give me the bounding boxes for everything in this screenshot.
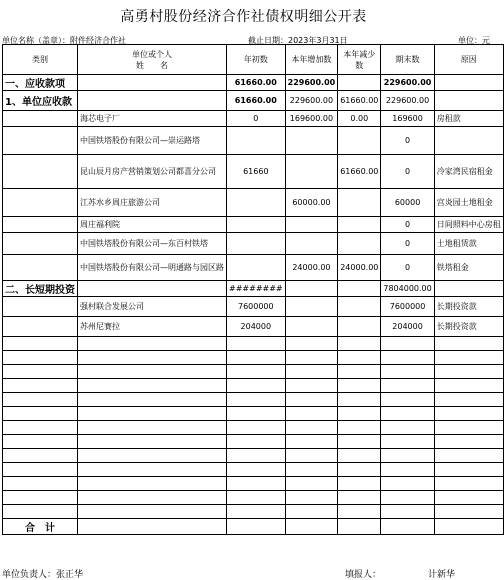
empty-cell xyxy=(434,407,503,421)
empty-cell xyxy=(227,379,286,393)
table-row xyxy=(3,155,504,189)
empty-cell xyxy=(434,379,503,393)
empty-cell xyxy=(381,351,434,365)
cell-dec xyxy=(338,189,381,217)
empty-row xyxy=(3,407,504,421)
total-cell xyxy=(338,519,381,535)
cell-end: 7804000.00 xyxy=(381,281,434,297)
empty-cell xyxy=(285,393,338,407)
empty-cell xyxy=(338,449,381,463)
empty-cell xyxy=(78,407,227,421)
empty-cell xyxy=(227,393,286,407)
cell-cat xyxy=(3,297,78,317)
cell-inc xyxy=(285,155,338,189)
empty-cell xyxy=(381,365,434,379)
empty-cell xyxy=(3,477,78,491)
empty-row xyxy=(3,337,504,351)
empty-cell xyxy=(227,365,286,379)
empty-cell xyxy=(227,351,286,365)
total-label: 合 计 xyxy=(3,519,78,535)
cell-name: 中国铁塔股份有限公司—崇运路塔 xyxy=(78,127,227,155)
table-row xyxy=(3,217,504,233)
table-row xyxy=(3,189,504,217)
header-cell: 类别 xyxy=(3,45,78,75)
cell-reason xyxy=(434,91,503,111)
empty-cell xyxy=(338,407,381,421)
empty-cell xyxy=(3,351,78,365)
empty-row xyxy=(3,491,504,505)
empty-cell xyxy=(338,351,381,365)
cell-name: 周庄福利院 xyxy=(78,217,227,233)
header-row xyxy=(3,45,504,75)
empty-cell xyxy=(3,505,78,519)
cell-end: 229600.00 xyxy=(381,91,434,111)
unit-name: 单位名称（盖章）：附件经济合作社 xyxy=(2,36,126,45)
empty-row xyxy=(3,351,504,365)
total-cell xyxy=(381,519,434,535)
empty-cell xyxy=(227,421,286,435)
empty-cell xyxy=(381,421,434,435)
cell-cat xyxy=(3,217,78,233)
total-cell xyxy=(434,519,503,535)
cell-inc: 60000.00 xyxy=(285,189,338,217)
empty-cell xyxy=(78,449,227,463)
empty-cell xyxy=(338,505,381,519)
cell-dec xyxy=(338,127,381,155)
empty-cell xyxy=(3,435,78,449)
table-row xyxy=(3,281,504,297)
cell-begin xyxy=(227,127,286,155)
cell-dec xyxy=(338,217,381,233)
cell-inc: 24000.00 xyxy=(285,255,338,281)
cell-begin xyxy=(227,255,286,281)
empty-cell xyxy=(3,421,78,435)
empty-cell xyxy=(78,379,227,393)
empty-cell xyxy=(285,337,338,351)
empty-cell xyxy=(227,463,286,477)
empty-cell xyxy=(3,379,78,393)
empty-cell xyxy=(3,463,78,477)
empty-cell xyxy=(285,491,338,505)
empty-row xyxy=(3,421,504,435)
cell-dec: 61660.00 xyxy=(338,91,381,111)
empty-cell xyxy=(3,337,78,351)
empty-cell xyxy=(381,393,434,407)
empty-cell xyxy=(338,337,381,351)
currency-unit: 单位：元 xyxy=(458,36,490,45)
cell-reason: 长期投资款 xyxy=(434,297,503,317)
empty-row xyxy=(3,365,504,379)
empty-cell xyxy=(338,463,381,477)
empty-cell xyxy=(434,463,503,477)
empty-cell xyxy=(285,463,338,477)
cell-end: 229600.00 xyxy=(381,75,434,91)
cell-cat xyxy=(3,233,78,255)
cell-dec: 24000.00 xyxy=(338,255,381,281)
cell-inc xyxy=(285,281,338,297)
empty-cell xyxy=(285,379,338,393)
cell-dec: 61660.00 xyxy=(338,155,381,189)
cell-begin xyxy=(227,233,286,255)
cell-begin xyxy=(227,217,286,233)
empty-cell xyxy=(3,365,78,379)
empty-cell xyxy=(227,407,286,421)
cell-reason xyxy=(434,281,503,297)
empty-cell xyxy=(434,435,503,449)
total-row xyxy=(3,519,504,535)
cell-name: 中国铁塔股份有限公司—东百村铁塔 xyxy=(78,233,227,255)
cell-cat xyxy=(3,317,78,337)
empty-cell xyxy=(78,435,227,449)
cell-end: 0 xyxy=(381,155,434,189)
cell-begin: 0 xyxy=(227,111,286,127)
cell-cat xyxy=(3,155,78,189)
cell-inc: 169600.00 xyxy=(285,111,338,127)
cell-inc xyxy=(285,127,338,155)
header-cell: 本年减少数 xyxy=(338,45,381,75)
empty-cell xyxy=(338,491,381,505)
empty-cell xyxy=(3,491,78,505)
cell-name xyxy=(78,91,227,111)
cell-reason: 房租款 xyxy=(434,111,503,127)
empty-cell xyxy=(381,435,434,449)
page-title: 高勇村股份经济合作社债权明细公开表 xyxy=(120,9,367,25)
empty-cell xyxy=(78,421,227,435)
cell-reason: 长期投资款 xyxy=(434,317,503,337)
empty-cell xyxy=(285,351,338,365)
header-cell: 本年增加数 xyxy=(285,45,338,75)
debt-table xyxy=(2,44,504,535)
cell-reason: 冷家湾民宿租金 xyxy=(434,155,503,189)
cell-cat xyxy=(3,189,78,217)
total-cell xyxy=(78,519,227,535)
cell-begin: 61660.00 xyxy=(227,75,286,91)
empty-cell xyxy=(78,477,227,491)
empty-cell xyxy=(434,337,503,351)
cell-dec xyxy=(338,75,381,91)
empty-cell xyxy=(381,407,434,421)
table-row xyxy=(3,127,504,155)
cell-begin: 61660 xyxy=(227,155,286,189)
filler-label: 填报人： xyxy=(345,570,382,580)
cell-cat xyxy=(3,127,78,155)
empty-cell xyxy=(78,337,227,351)
cell-begin: 7600000 xyxy=(227,297,286,317)
empty-cell xyxy=(78,393,227,407)
empty-row xyxy=(3,449,504,463)
empty-cell xyxy=(3,407,78,421)
empty-cell xyxy=(78,365,227,379)
cell-begin xyxy=(227,189,286,217)
cell-end: 0 xyxy=(381,127,434,155)
cell-name xyxy=(78,281,227,297)
empty-cell xyxy=(78,505,227,519)
empty-cell xyxy=(381,337,434,351)
table-row xyxy=(3,297,504,317)
cell-dec xyxy=(338,233,381,255)
empty-cell xyxy=(434,365,503,379)
header-cell: 单位或个人 姓 名 xyxy=(78,45,227,75)
empty-cell xyxy=(381,491,434,505)
cell-reason: 日间照料中心房租 xyxy=(434,217,503,233)
cell-name: 海芯电子厂 xyxy=(78,111,227,127)
empty-row xyxy=(3,505,504,519)
cell-dec xyxy=(338,317,381,337)
empty-cell xyxy=(227,491,286,505)
header-cell: 原因 xyxy=(434,45,503,75)
cell-begin: 61660.00 xyxy=(227,91,286,111)
filler-name: 计新华 xyxy=(428,570,456,580)
empty-cell xyxy=(434,351,503,365)
cell-cat: 二、长短期投资 xyxy=(3,281,78,297)
table-row xyxy=(3,233,504,255)
empty-cell xyxy=(227,435,286,449)
cell-reason: 土地租赁款 xyxy=(434,233,503,255)
cell-name: 苏州尼赛拉 xyxy=(78,317,227,337)
empty-row xyxy=(3,477,504,491)
empty-cell xyxy=(381,463,434,477)
empty-cell xyxy=(227,449,286,463)
cell-inc xyxy=(285,233,338,255)
cell-end: 7600000 xyxy=(381,297,434,317)
cell-reason: 铁塔租金 xyxy=(434,255,503,281)
cell-end: 0 xyxy=(381,233,434,255)
cell-name xyxy=(78,75,227,91)
header-cell: 年初数 xyxy=(227,45,286,75)
empty-cell xyxy=(227,477,286,491)
empty-cell xyxy=(338,435,381,449)
empty-cell xyxy=(434,505,503,519)
cell-end: 204000 xyxy=(381,317,434,337)
empty-cell xyxy=(227,505,286,519)
empty-cell xyxy=(285,421,338,435)
table-row xyxy=(3,91,504,111)
cell-dec xyxy=(338,297,381,317)
empty-cell xyxy=(285,505,338,519)
cell-inc: 229600.00 xyxy=(285,75,338,91)
cell-begin: 204000 xyxy=(227,317,286,337)
cell-reason xyxy=(434,75,503,91)
table-row xyxy=(3,111,504,127)
cell-reason xyxy=(434,127,503,155)
cell-inc xyxy=(285,217,338,233)
cell-end: 169600 xyxy=(381,111,434,127)
cell-end: 0 xyxy=(381,255,434,281)
unit-leader: 单位负责人：张正华 xyxy=(2,570,84,580)
cell-end: 60000 xyxy=(381,189,434,217)
cell-dec xyxy=(338,281,381,297)
empty-cell xyxy=(285,449,338,463)
empty-cell xyxy=(381,379,434,393)
cell-reason: 宫炎园土地租金 xyxy=(434,189,503,217)
cell-cat: 1、单位应收款 xyxy=(3,91,78,111)
empty-cell xyxy=(3,393,78,407)
empty-cell xyxy=(3,449,78,463)
cell-name: 江苏水乡周庄旅游公司 xyxy=(78,189,227,217)
table-row xyxy=(3,255,504,281)
empty-cell xyxy=(78,491,227,505)
cell-inc xyxy=(285,317,338,337)
cell-inc: 229600.00 xyxy=(285,91,338,111)
cell-dec: 0.00 xyxy=(338,111,381,127)
empty-cell xyxy=(78,351,227,365)
empty-row xyxy=(3,435,504,449)
empty-cell xyxy=(434,393,503,407)
empty-cell xyxy=(285,407,338,421)
header-cell: 期末数 xyxy=(381,45,434,75)
empty-cell xyxy=(381,449,434,463)
empty-row xyxy=(3,379,504,393)
total-cell xyxy=(285,519,338,535)
empty-cell xyxy=(227,337,286,351)
empty-cell xyxy=(338,421,381,435)
empty-cell xyxy=(381,505,434,519)
empty-cell xyxy=(285,365,338,379)
table-row xyxy=(3,317,504,337)
cell-name: 强村联合发展公司 xyxy=(78,297,227,317)
empty-cell xyxy=(78,463,227,477)
table-row xyxy=(3,75,504,91)
empty-cell xyxy=(381,477,434,491)
empty-cell xyxy=(338,477,381,491)
cell-cat xyxy=(3,111,78,127)
cell-name: 昆山辰月房产营销策划公司都喜分公司 xyxy=(78,155,227,189)
empty-cell xyxy=(338,393,381,407)
empty-cell xyxy=(338,379,381,393)
cell-begin: ######## xyxy=(227,281,286,297)
empty-cell xyxy=(434,421,503,435)
report-date: 截止日期：2023年3月31日 xyxy=(248,36,348,45)
cell-end: 0 xyxy=(381,217,434,233)
empty-cell xyxy=(285,477,338,491)
cell-cat xyxy=(3,255,78,281)
cell-name: 中国铁塔股份有限公司—明通路与园区路 xyxy=(78,255,227,281)
empty-cell xyxy=(338,365,381,379)
empty-cell xyxy=(434,491,503,505)
empty-cell xyxy=(285,435,338,449)
cell-inc xyxy=(285,297,338,317)
empty-row xyxy=(3,393,504,407)
cell-cat: 一、应收款项 xyxy=(3,75,78,91)
empty-cell xyxy=(434,477,503,491)
empty-cell xyxy=(434,449,503,463)
empty-row xyxy=(3,463,504,477)
total-cell xyxy=(227,519,286,535)
